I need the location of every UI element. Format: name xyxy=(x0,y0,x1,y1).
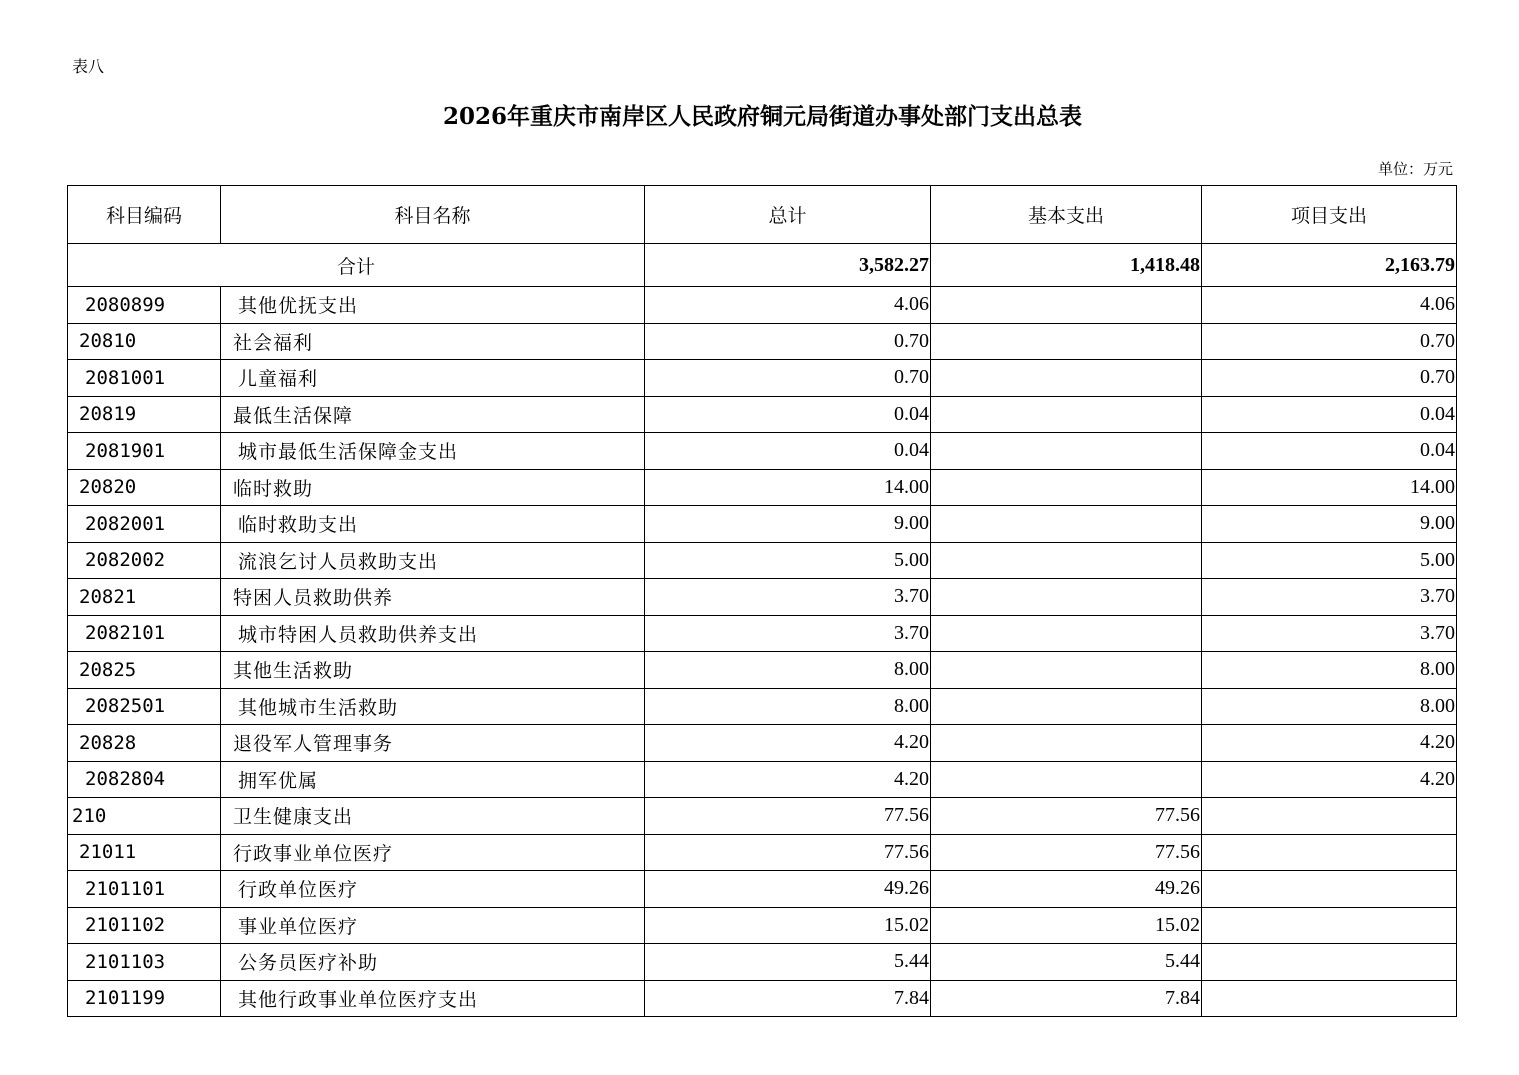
row-project xyxy=(1202,980,1457,1017)
row-total: 9.00 xyxy=(645,506,931,543)
row-project: 3.70 xyxy=(1202,615,1457,652)
table-row xyxy=(68,396,1457,433)
row-basic xyxy=(931,469,1202,506)
table-row xyxy=(68,542,1457,579)
row-total: 5.00 xyxy=(645,542,931,579)
table-number: 表八 xyxy=(72,57,105,76)
row-code: 2101199 xyxy=(68,980,221,1017)
row-total: 14.00 xyxy=(645,469,931,506)
table-row xyxy=(68,615,1457,652)
row-total: 0.04 xyxy=(645,433,931,470)
row-basic xyxy=(931,323,1202,360)
row-total: 0.70 xyxy=(645,360,931,397)
row-basic xyxy=(931,725,1202,762)
row-code: 20819 xyxy=(68,396,221,433)
row-total: 4.20 xyxy=(645,725,931,762)
row-total: 7.84 xyxy=(645,980,931,1017)
row-project: 8.00 xyxy=(1202,652,1457,689)
row-name: 特困人员救助供养 xyxy=(221,579,645,616)
row-basic xyxy=(931,579,1202,616)
row-total: 4.06 xyxy=(645,287,931,324)
row-project: 0.70 xyxy=(1202,360,1457,397)
row-total: 4.20 xyxy=(645,761,931,798)
row-code: 21011 xyxy=(68,834,221,871)
row-basic xyxy=(931,360,1202,397)
row-project: 14.00 xyxy=(1202,469,1457,506)
row-total: 3.70 xyxy=(645,615,931,652)
table-row xyxy=(68,506,1457,543)
row-name: 事业单位医疗 xyxy=(221,907,645,944)
row-code: 20810 xyxy=(68,323,221,360)
unit-label: 单位：万元 xyxy=(1377,160,1453,178)
row-code: 2082501 xyxy=(68,688,221,725)
row-name: 其他生活救助 xyxy=(221,652,645,689)
table-row xyxy=(68,688,1457,725)
total-sum: 3,582.27 xyxy=(645,244,931,287)
row-project: 3.70 xyxy=(1202,579,1457,616)
row-code: 2082804 xyxy=(68,761,221,798)
row-name: 卫生健康支出 xyxy=(221,798,645,835)
table-row xyxy=(68,907,1457,944)
table-row xyxy=(68,469,1457,506)
row-project: 5.00 xyxy=(1202,542,1457,579)
row-basic: 77.56 xyxy=(931,798,1202,835)
row-project: 4.06 xyxy=(1202,287,1457,324)
table-row xyxy=(68,652,1457,689)
row-basic xyxy=(931,652,1202,689)
row-name: 临时救助支出 xyxy=(221,506,645,543)
row-name: 行政单位医疗 xyxy=(221,871,645,908)
row-project: 0.70 xyxy=(1202,323,1457,360)
total-project: 2,163.79 xyxy=(1202,244,1457,287)
row-basic xyxy=(931,433,1202,470)
table-row xyxy=(68,287,1457,324)
row-project: 0.04 xyxy=(1202,433,1457,470)
row-code: 2082002 xyxy=(68,542,221,579)
row-name: 流浪乞讨人员救助支出 xyxy=(221,542,645,579)
header-row xyxy=(68,186,1457,244)
row-code: 2080899 xyxy=(68,287,221,324)
table-row xyxy=(68,980,1457,1017)
table-row xyxy=(68,323,1457,360)
table-row xyxy=(68,761,1457,798)
row-total: 0.04 xyxy=(645,396,931,433)
row-code: 20820 xyxy=(68,469,221,506)
row-basic xyxy=(931,542,1202,579)
row-basic xyxy=(931,615,1202,652)
row-name: 临时救助 xyxy=(221,469,645,506)
row-name: 城市最低生活保障金支出 xyxy=(221,433,645,470)
row-code: 20821 xyxy=(68,579,221,616)
row-name: 最低生活保障 xyxy=(221,396,645,433)
row-name: 拥军优属 xyxy=(221,761,645,798)
row-code: 2081001 xyxy=(68,360,221,397)
row-total: 49.26 xyxy=(645,871,931,908)
row-code: 20828 xyxy=(68,725,221,762)
row-name: 退役军人管理事务 xyxy=(221,725,645,762)
row-project: 0.04 xyxy=(1202,396,1457,433)
row-total: 5.44 xyxy=(645,944,931,981)
row-basic xyxy=(931,761,1202,798)
row-project xyxy=(1202,834,1457,871)
row-total: 3.70 xyxy=(645,579,931,616)
row-code: 2082101 xyxy=(68,615,221,652)
header-name: 科目名称 xyxy=(221,186,645,244)
row-code: 2101101 xyxy=(68,871,221,908)
row-code: 20825 xyxy=(68,652,221,689)
row-total: 77.56 xyxy=(645,834,931,871)
row-project xyxy=(1202,798,1457,835)
row-project: 4.20 xyxy=(1202,725,1457,762)
table-row xyxy=(68,834,1457,871)
row-code: 2081901 xyxy=(68,433,221,470)
header-basic: 基本支出 xyxy=(931,186,1202,244)
row-basic: 7.84 xyxy=(931,980,1202,1017)
row-basic xyxy=(931,506,1202,543)
row-code: 2101102 xyxy=(68,907,221,944)
row-project: 4.20 xyxy=(1202,761,1457,798)
total-label: 合计 xyxy=(68,244,645,287)
row-name: 其他行政事业单位医疗支出 xyxy=(221,980,645,1017)
row-basic: 5.44 xyxy=(931,944,1202,981)
row-name: 公务员医疗补助 xyxy=(221,944,645,981)
row-basic: 15.02 xyxy=(931,907,1202,944)
row-total: 0.70 xyxy=(645,323,931,360)
row-basic: 49.26 xyxy=(931,871,1202,908)
header-project: 项目支出 xyxy=(1202,186,1457,244)
row-total: 8.00 xyxy=(645,688,931,725)
table-row xyxy=(68,360,1457,397)
expenditure-table xyxy=(67,185,1457,1017)
row-name: 城市特困人员救助供养支出 xyxy=(221,615,645,652)
table-row xyxy=(68,433,1457,470)
row-name: 社会福利 xyxy=(221,323,645,360)
header-code: 科目编码 xyxy=(68,186,221,244)
total-basic: 1,418.48 xyxy=(931,244,1202,287)
header-total: 总计 xyxy=(645,186,931,244)
row-name: 其他城市生活救助 xyxy=(221,688,645,725)
row-basic xyxy=(931,396,1202,433)
row-code: 210 xyxy=(68,798,221,835)
row-name: 其他优抚支出 xyxy=(221,287,645,324)
row-project xyxy=(1202,871,1457,908)
table-row xyxy=(68,798,1457,835)
row-basic xyxy=(931,688,1202,725)
row-total: 8.00 xyxy=(645,652,931,689)
row-code: 2082001 xyxy=(68,506,221,543)
table-row xyxy=(68,725,1457,762)
row-project: 8.00 xyxy=(1202,688,1457,725)
row-basic xyxy=(931,287,1202,324)
table-row xyxy=(68,871,1457,908)
row-total: 77.56 xyxy=(645,798,931,835)
row-project xyxy=(1202,907,1457,944)
row-project xyxy=(1202,944,1457,981)
row-code: 2101103 xyxy=(68,944,221,981)
row-project: 9.00 xyxy=(1202,506,1457,543)
row-name: 儿童福利 xyxy=(221,360,645,397)
total-row xyxy=(68,244,1457,287)
table-row xyxy=(68,579,1457,616)
row-basic: 77.56 xyxy=(931,834,1202,871)
page-title: 2026年重庆市南岸区人民政府铜元局街道办事处部门支出总表 xyxy=(442,103,1082,130)
row-total: 15.02 xyxy=(645,907,931,944)
row-name: 行政事业单位医疗 xyxy=(221,834,645,871)
table-row xyxy=(68,944,1457,981)
